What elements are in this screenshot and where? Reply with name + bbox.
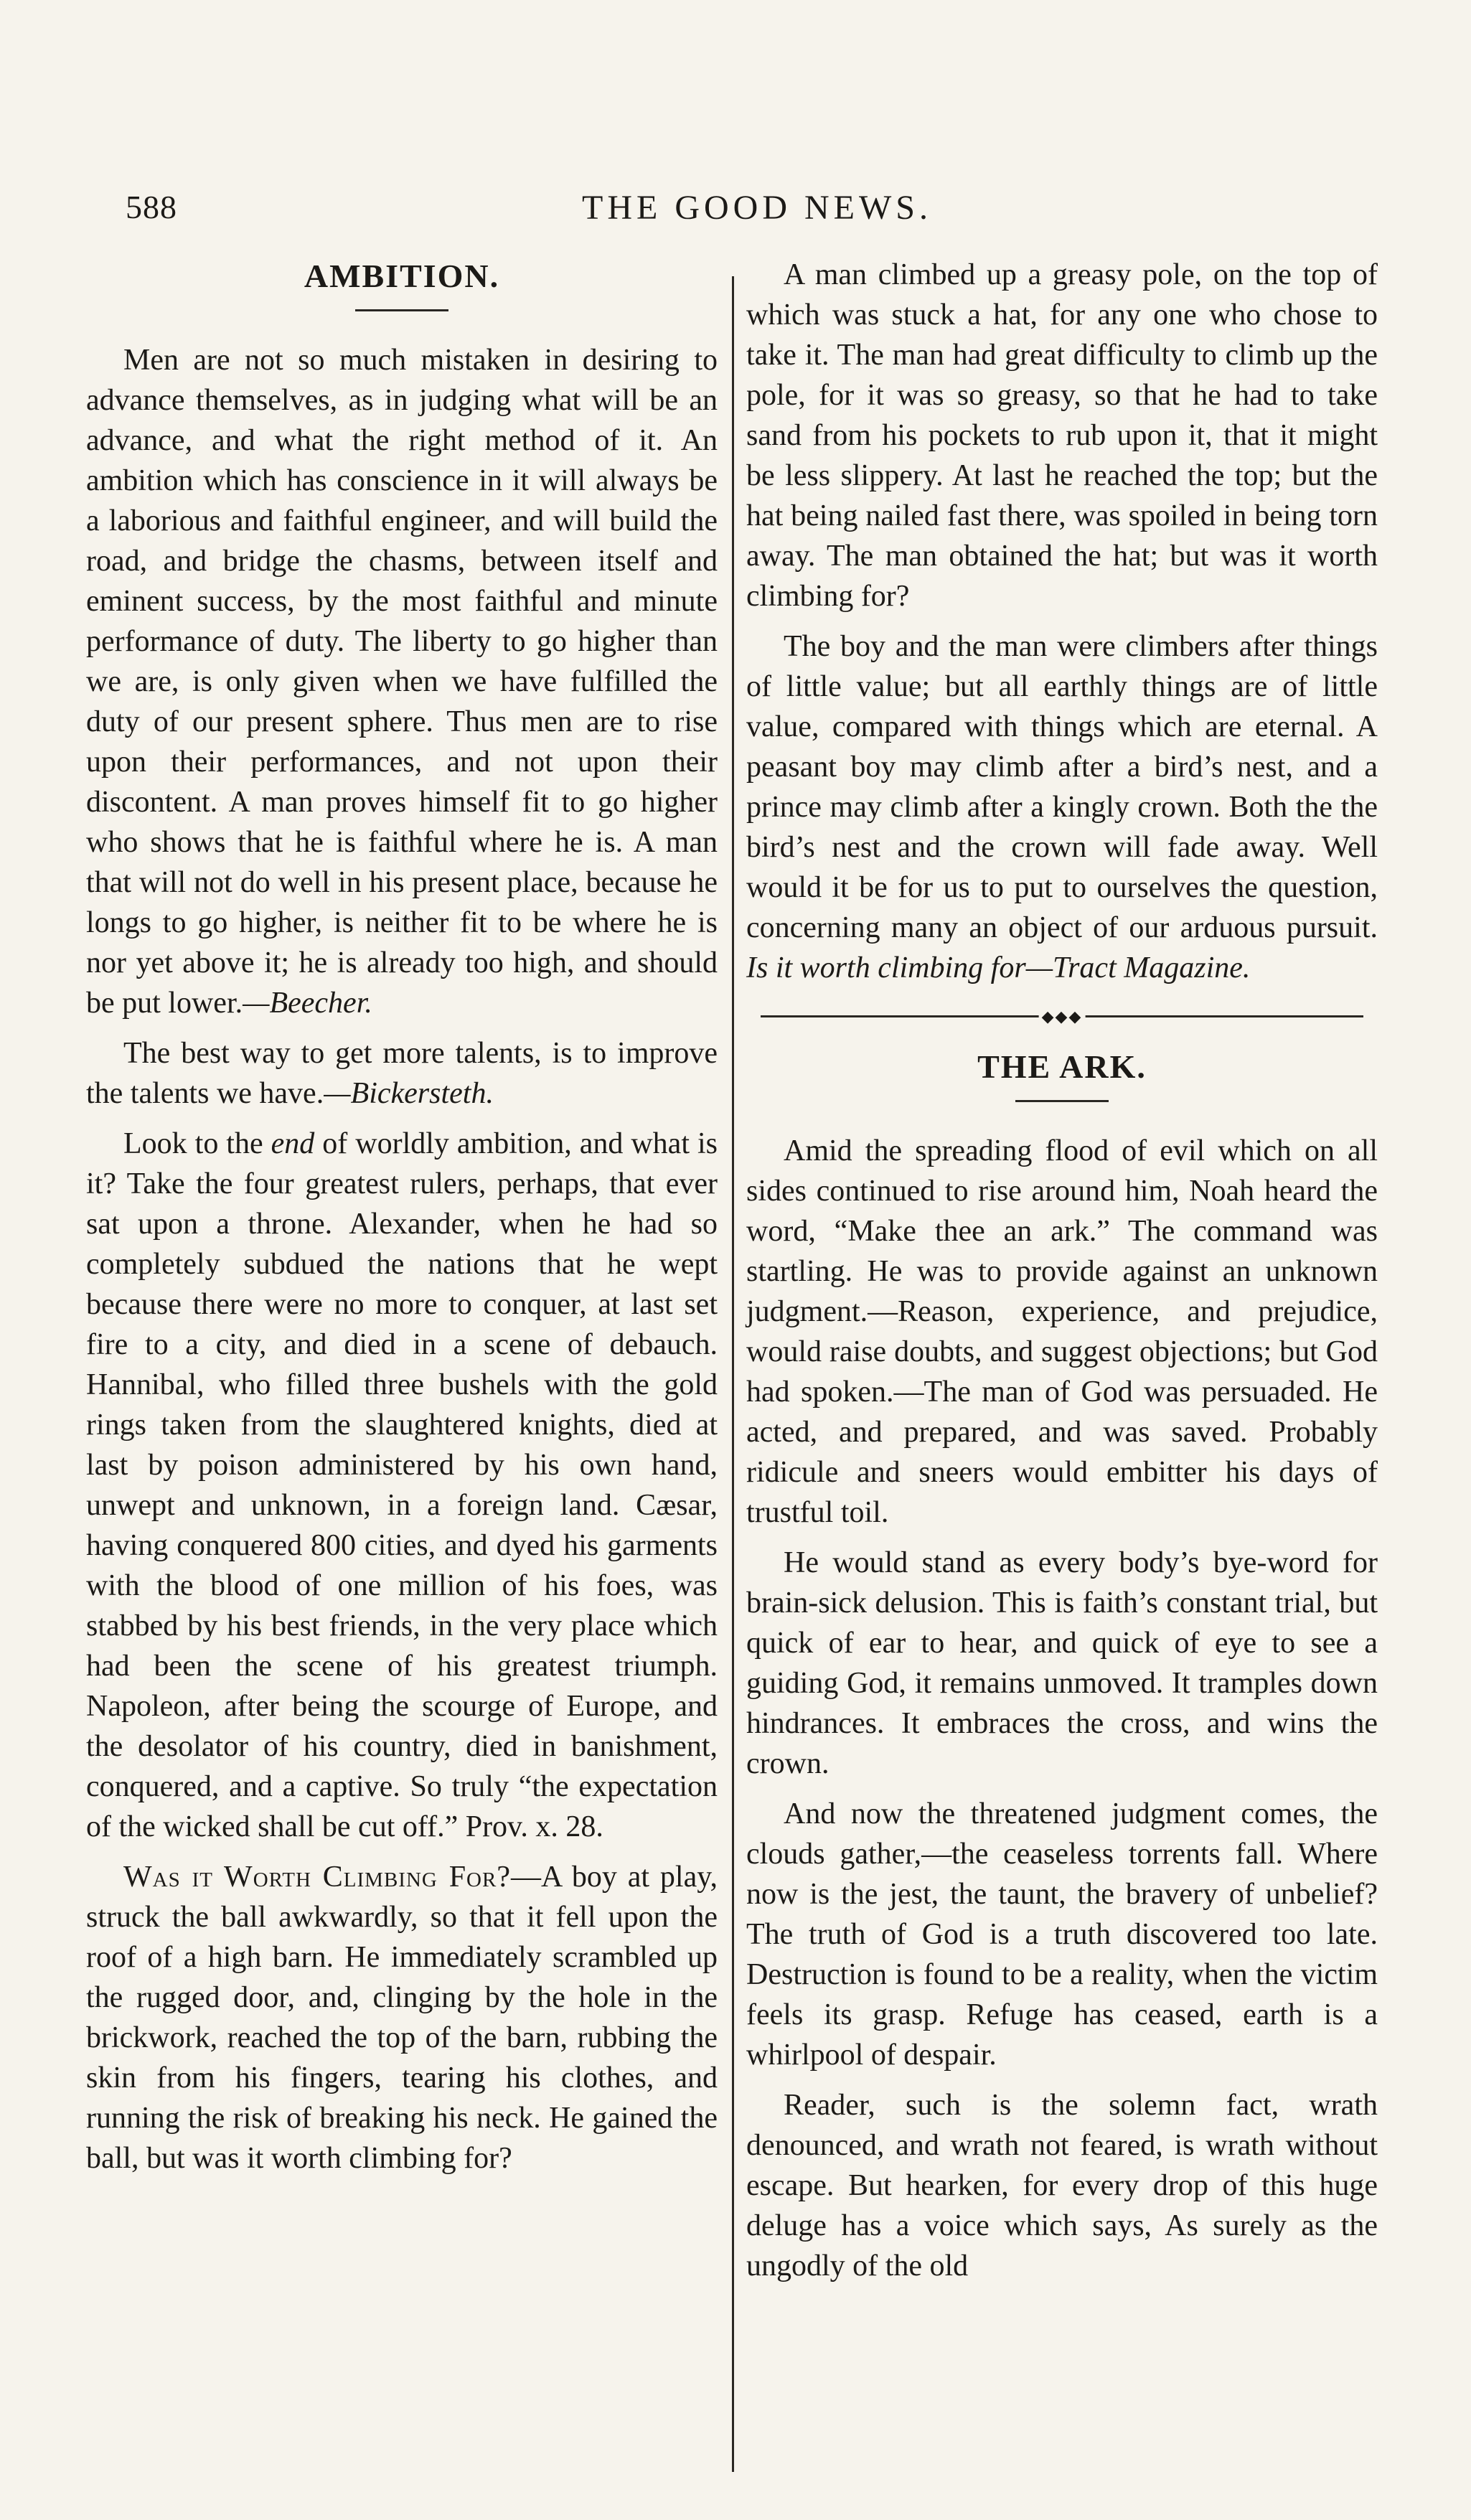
column-divider bbox=[732, 276, 734, 2472]
climbers-paragraph: The boy and the man were climbers after things of little value; but all earthly things are of little value, compared with things which are eternal. A peasant boy may climb after a bird’s nest, and a prince may climb after a kingly crown. Both the the bird’s nest and the crown will fade away. Well would it be for us to put to ourselves the question, concerning many an object of our arduous pursuit. Is it worth climbing for—Tract Magazine. bbox=[746, 630, 1378, 984]
worldly-ambition-paragraph: Look to the end of worldly ambition, and what is it? Take the four greatest rulers, perhaps, that ever sat upon a throne. Alexander, when he had so completely subdued the nations that he wept because there were no more to conquer, at last set fire to a city, and died in a scene of debauch. Hannibal, who filled three bushels with the gold rings taken from the slaughtered knights, died at last by poison administered by his own hand, unwept and unknown, in a foreign land. Cæsar, having conquered 800 cities, and dyed his garments with the blood of one million of his foes, was stabbed by his best friends, in the very place which had been the scene of his greatest triumph. Napoleon, after being the scourge of Europe, and the desolator of his country, died in banishment, conquered, and a captive. So truly “the expectation of the wicked shall be cut off.” Prov. x. 28. bbox=[86, 1127, 718, 1843]
ark-paragraph-1: Amid the spreading flood of evil which on all sides continued to rise around him, Noah heard the word, “Make thee an ark.” The command was startling. He was to provide against an unknown judgment.—Reason, experience, and prejudice, would raise doubts, and suggest objections; but God had spoken.—The man of God was persuaded. He acted, and prepared, and was saved. Probably ridicule and sneers would embitter his days of trustful toil. bbox=[746, 1134, 1378, 1529]
ambition-paragraph: Men are not so much mistaken in desiring to advance themselves, as in judging what will be an advance, and what the right method of it. An ambition which has conscience in it will always be a laborious and faithful engineer, and will build the road, and bridge the chasms, between itself and eminent success, by the most faithful and minute performance of duty. The liberty to go higher than we are, is only given when we have fulfilled the duty of our present sphere. Thus men are to rise upon their performances, and not upon their discontent. A man proves himself fit to go higher who shows that he is faithful where he is. A man that will not do well in his present place, because he longs to go higher, is neither fit to be where he is nor yet above it; he is already too high, and should be put lower.—Beecher. bbox=[86, 344, 718, 1020]
attribution-beecher: —Beecher. bbox=[243, 987, 372, 1020]
attribution-bickersteth: —Bickersteth. bbox=[324, 1077, 494, 1110]
page-header bbox=[126, 188, 1388, 238]
worth-climbing-paragraph: Was it Worth Climbing For?—A boy at play, struck the ball awkwardly, so that it fell upon the roof of a high barn. He immediately scrambled up the rugged door, and, clinging by the hole in the brickwork, reached the top of the barn, rubbing the skin from his fingers, tearing his clothes, and running the risk of breaking his neck. He gained the ball, but was it worth climbing for? bbox=[86, 1861, 718, 2175]
ark-paragraph-2: He would stand as every body’s bye-word for brain-sick delusion. This is faith’s constant trial, but quick of ear to hear, and quick of eye to see a guiding God, it remains unmoved. It tramples down hindrances. It embraces the cross, and wins the crown. bbox=[746, 1546, 1378, 1780]
greasy-pole-paragraph: A man climbed up a greasy pole, on the top of which was stuck a hat, for any one who chose to take it. The man had great difficulty to climb up the pole, for it was so greasy, so that he had to take sand from his pockets to rub upon it, that it might be less slippery. At last he reached the top; but the hat being nailed fast there, was spoiled in being torn away. The man obtained the hat; but was it worth climbing for? bbox=[746, 258, 1378, 613]
running-title: THE GOOD NEWS. bbox=[582, 189, 932, 227]
talents-paragraph: The best way to get more talents, is to improve the talents we have.—Bickersteth. bbox=[86, 1037, 718, 1110]
ambition-heading: AMBITION. bbox=[304, 258, 500, 294]
attribution-tract-magazine: —Tract Magazine. bbox=[1025, 951, 1251, 984]
ark-paragraph-4: Reader, such is the solemn fact, wrath denounced, and wrath not feared, is wrath without escape. But hearken, for every drop of this huge deluge has a voice which says, As surely as the ungodly of the old bbox=[746, 2089, 1378, 2282]
worth-climbing-run-in-heading: Was it Worth Climbing For? bbox=[123, 1861, 511, 1894]
ark-heading: THE ARK. bbox=[977, 1048, 1147, 1085]
page-number: 588 bbox=[126, 189, 177, 225]
ark-paragraph-3: And now the threatened judgment comes, the clouds gather,—the ceaseless torrents fall. Where now is the jest, the taunt, the bravery of unbelief? The truth of God is a truth discovered too late. Destruction is found to be a reality, when the victim feels its grasp. Refuge has ceased, earth is a whirlpool of despair. bbox=[746, 1797, 1378, 2072]
left-column bbox=[86, 255, 718, 2188]
section-ornament-rule bbox=[761, 1002, 1363, 1031]
heading-rule bbox=[355, 309, 448, 311]
ornament-diamonds-icon: ◆◆◆ bbox=[1039, 1008, 1086, 1025]
heading-rule bbox=[1015, 1100, 1109, 1102]
right-column bbox=[746, 255, 1378, 2296]
